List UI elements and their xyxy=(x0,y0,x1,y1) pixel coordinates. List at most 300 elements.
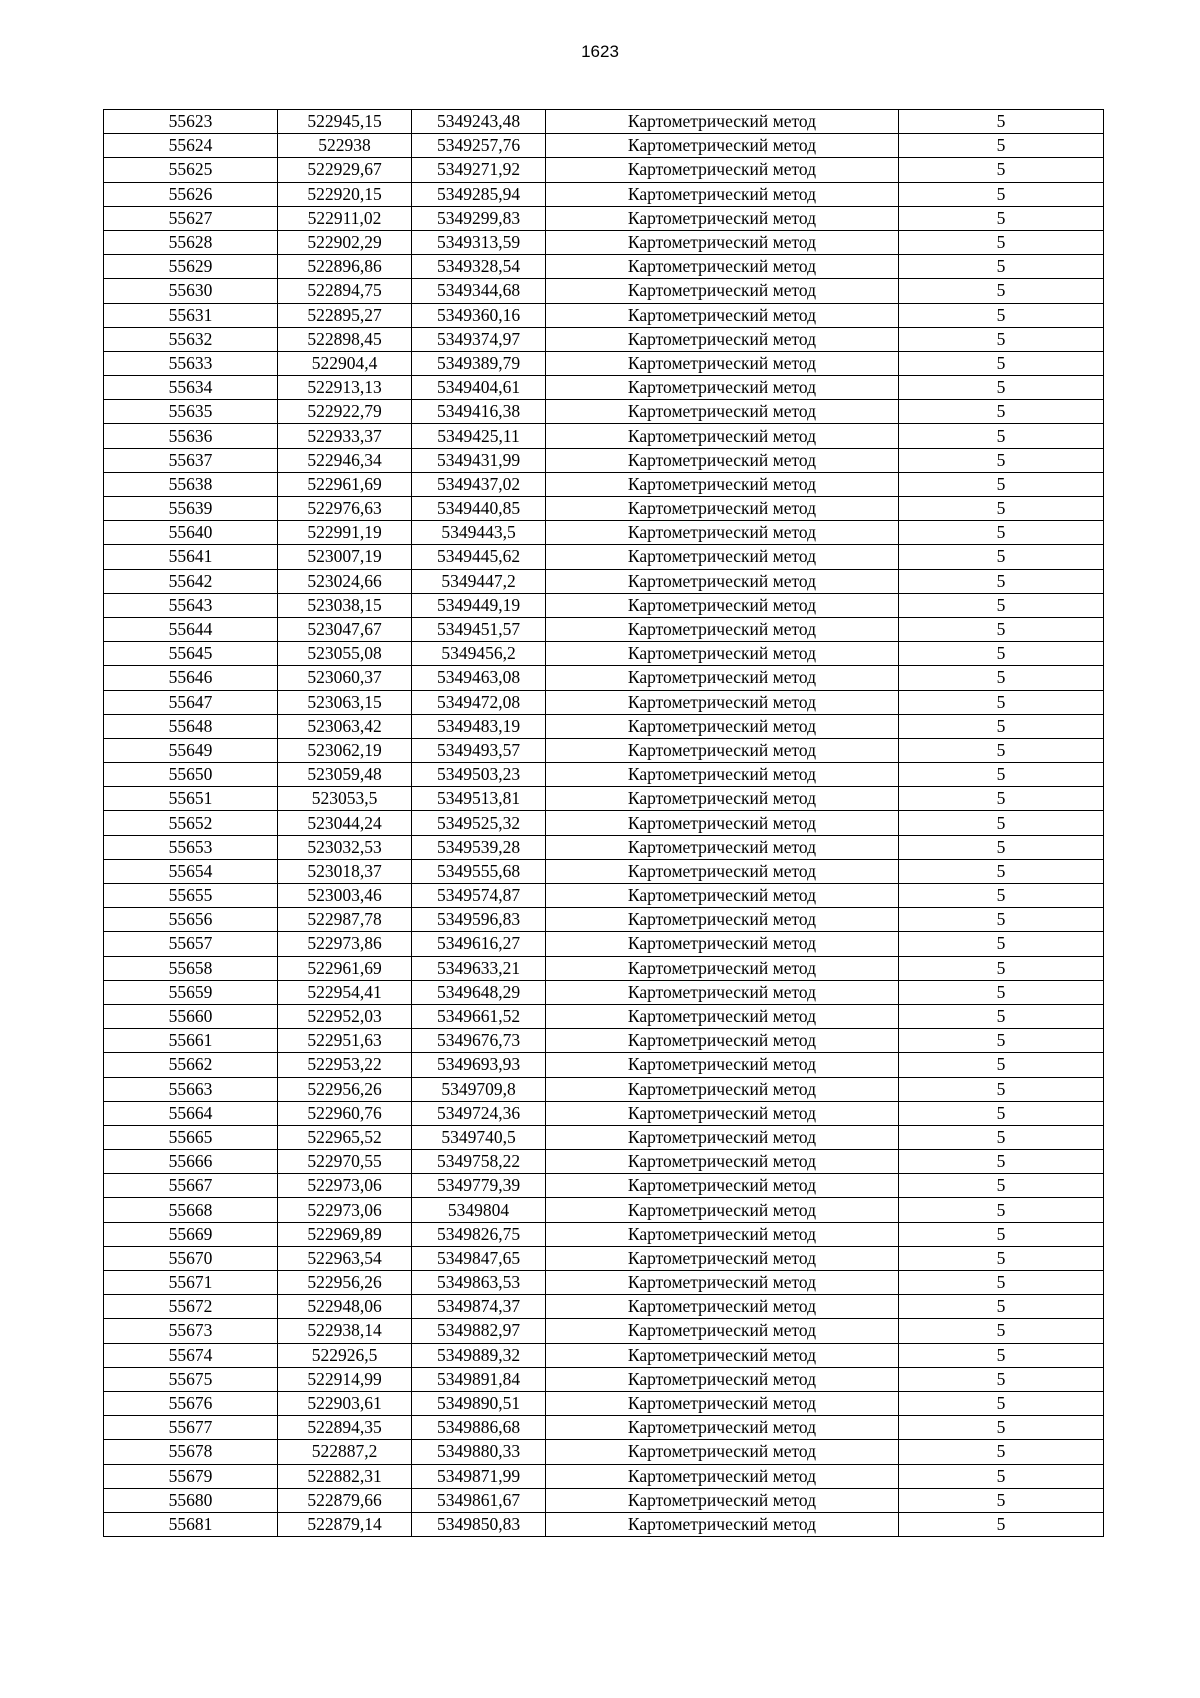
y-coordinate-cell: 5349740,5 xyxy=(412,1125,546,1149)
method-cell: Картометрический метод xyxy=(546,617,899,641)
accuracy-cell: 5 xyxy=(899,1391,1104,1415)
x-coordinate-cell: 522952,03 xyxy=(278,1004,412,1028)
point-number-cell: 55660 xyxy=(104,1004,278,1028)
table-row xyxy=(104,303,1104,327)
point-number-cell: 55666 xyxy=(104,1150,278,1174)
accuracy-cell: 5 xyxy=(899,811,1104,835)
table-row xyxy=(104,497,1104,521)
y-coordinate-cell: 5349271,92 xyxy=(412,158,546,182)
accuracy-cell: 5 xyxy=(899,1101,1104,1125)
accuracy-cell: 5 xyxy=(899,859,1104,883)
accuracy-cell: 5 xyxy=(899,134,1104,158)
point-number-cell: 55678 xyxy=(104,1440,278,1464)
point-number-cell: 55664 xyxy=(104,1101,278,1125)
y-coordinate-cell: 5349344,68 xyxy=(412,279,546,303)
point-number-cell: 55637 xyxy=(104,448,278,472)
method-cell: Картометрический метод xyxy=(546,1150,899,1174)
table-row xyxy=(104,1295,1104,1319)
coordinates-table xyxy=(103,109,1104,1537)
x-coordinate-cell: 522961,69 xyxy=(278,956,412,980)
table-row xyxy=(104,1150,1104,1174)
point-number-cell: 55661 xyxy=(104,1029,278,1053)
accuracy-cell: 5 xyxy=(899,763,1104,787)
table-row xyxy=(104,1029,1104,1053)
method-cell: Картометрический метод xyxy=(546,787,899,811)
y-coordinate-cell: 5349360,16 xyxy=(412,303,546,327)
y-coordinate-cell: 5349285,94 xyxy=(412,182,546,206)
point-number-cell: 55645 xyxy=(104,642,278,666)
method-cell: Картометрический метод xyxy=(546,327,899,351)
method-cell: Картометрический метод xyxy=(546,1343,899,1367)
accuracy-cell: 5 xyxy=(899,932,1104,956)
table-row xyxy=(104,158,1104,182)
method-cell: Картометрический метод xyxy=(546,666,899,690)
table-row xyxy=(104,811,1104,835)
point-number-cell: 55635 xyxy=(104,400,278,424)
x-coordinate-cell: 522961,69 xyxy=(278,472,412,496)
y-coordinate-cell: 5349404,61 xyxy=(412,376,546,400)
method-cell: Картометрический метод xyxy=(546,497,899,521)
point-number-cell: 55676 xyxy=(104,1391,278,1415)
accuracy-cell: 5 xyxy=(899,1222,1104,1246)
table-row xyxy=(104,690,1104,714)
x-coordinate-cell: 522895,27 xyxy=(278,303,412,327)
point-number-cell: 55639 xyxy=(104,497,278,521)
y-coordinate-cell: 5349779,39 xyxy=(412,1174,546,1198)
method-cell: Картометрический метод xyxy=(546,376,899,400)
x-coordinate-cell: 522938 xyxy=(278,134,412,158)
x-coordinate-cell: 522933,37 xyxy=(278,424,412,448)
x-coordinate-cell: 522902,29 xyxy=(278,230,412,254)
point-number-cell: 55649 xyxy=(104,738,278,762)
table-row xyxy=(104,230,1104,254)
y-coordinate-cell: 5349443,5 xyxy=(412,521,546,545)
accuracy-cell: 5 xyxy=(899,424,1104,448)
method-cell: Картометрический метод xyxy=(546,569,899,593)
accuracy-cell: 5 xyxy=(899,206,1104,230)
point-number-cell: 55675 xyxy=(104,1367,278,1391)
method-cell: Картометрический метод xyxy=(546,859,899,883)
table-row xyxy=(104,617,1104,641)
method-cell: Картометрический метод xyxy=(546,1295,899,1319)
y-coordinate-cell: 5349861,67 xyxy=(412,1488,546,1512)
accuracy-cell: 5 xyxy=(899,884,1104,908)
y-coordinate-cell: 5349525,32 xyxy=(412,811,546,835)
table-row xyxy=(104,279,1104,303)
table-row xyxy=(104,1174,1104,1198)
point-number-cell: 55680 xyxy=(104,1488,278,1512)
x-coordinate-cell: 522973,06 xyxy=(278,1198,412,1222)
table-row xyxy=(104,1488,1104,1512)
method-cell: Картометрический метод xyxy=(546,303,899,327)
accuracy-cell: 5 xyxy=(899,1464,1104,1488)
y-coordinate-cell: 5349724,36 xyxy=(412,1101,546,1125)
method-cell: Картометрический метод xyxy=(546,1198,899,1222)
x-coordinate-cell: 522914,99 xyxy=(278,1367,412,1391)
table-row xyxy=(104,714,1104,738)
table-row xyxy=(104,1101,1104,1125)
accuracy-cell: 5 xyxy=(899,1004,1104,1028)
accuracy-cell: 5 xyxy=(899,1343,1104,1367)
method-cell: Картометрический метод xyxy=(546,1488,899,1512)
y-coordinate-cell: 5349472,08 xyxy=(412,690,546,714)
x-coordinate-cell: 523059,48 xyxy=(278,763,412,787)
table-row xyxy=(104,884,1104,908)
x-coordinate-cell: 522970,55 xyxy=(278,1150,412,1174)
table-row xyxy=(104,400,1104,424)
accuracy-cell: 5 xyxy=(899,666,1104,690)
accuracy-cell: 5 xyxy=(899,400,1104,424)
method-cell: Картометрический метод xyxy=(546,884,899,908)
point-number-cell: 55681 xyxy=(104,1512,278,1536)
method-cell: Картометрический метод xyxy=(546,1440,899,1464)
x-coordinate-cell: 522938,14 xyxy=(278,1319,412,1343)
point-number-cell: 55628 xyxy=(104,230,278,254)
accuracy-cell: 5 xyxy=(899,1271,1104,1295)
y-coordinate-cell: 5349313,59 xyxy=(412,230,546,254)
accuracy-cell: 5 xyxy=(899,690,1104,714)
method-cell: Картометрический метод xyxy=(546,206,899,230)
point-number-cell: 55657 xyxy=(104,932,278,956)
method-cell: Картометрический метод xyxy=(546,158,899,182)
point-number-cell: 55643 xyxy=(104,593,278,617)
point-number-cell: 55624 xyxy=(104,134,278,158)
accuracy-cell: 5 xyxy=(899,787,1104,811)
y-coordinate-cell: 5349449,19 xyxy=(412,593,546,617)
y-coordinate-cell: 5349513,81 xyxy=(412,787,546,811)
x-coordinate-cell: 522963,54 xyxy=(278,1246,412,1270)
table-row xyxy=(104,593,1104,617)
y-coordinate-cell: 5349493,57 xyxy=(412,738,546,762)
method-cell: Картометрический метод xyxy=(546,1512,899,1536)
y-coordinate-cell: 5349804 xyxy=(412,1198,546,1222)
method-cell: Картометрический метод xyxy=(546,956,899,980)
table-row xyxy=(104,1125,1104,1149)
x-coordinate-cell: 522956,26 xyxy=(278,1271,412,1295)
y-coordinate-cell: 5349874,37 xyxy=(412,1295,546,1319)
point-number-cell: 55673 xyxy=(104,1319,278,1343)
accuracy-cell: 5 xyxy=(899,1150,1104,1174)
y-coordinate-cell: 5349299,83 xyxy=(412,206,546,230)
x-coordinate-cell: 522976,63 xyxy=(278,497,412,521)
accuracy-cell: 5 xyxy=(899,980,1104,1004)
y-coordinate-cell: 5349425,11 xyxy=(412,424,546,448)
x-coordinate-cell: 523055,08 xyxy=(278,642,412,666)
y-coordinate-cell: 5349880,33 xyxy=(412,1440,546,1464)
table-row xyxy=(104,1512,1104,1536)
x-coordinate-cell: 522898,45 xyxy=(278,327,412,351)
x-coordinate-cell: 522887,2 xyxy=(278,1440,412,1464)
y-coordinate-cell: 5349863,53 xyxy=(412,1271,546,1295)
accuracy-cell: 5 xyxy=(899,738,1104,762)
y-coordinate-cell: 5349503,23 xyxy=(412,763,546,787)
method-cell: Картометрический метод xyxy=(546,1391,899,1415)
x-coordinate-cell: 522879,66 xyxy=(278,1488,412,1512)
x-coordinate-cell: 522953,22 xyxy=(278,1053,412,1077)
x-coordinate-cell: 522922,79 xyxy=(278,400,412,424)
y-coordinate-cell: 5349447,2 xyxy=(412,569,546,593)
accuracy-cell: 5 xyxy=(899,1367,1104,1391)
accuracy-cell: 5 xyxy=(899,1512,1104,1536)
y-coordinate-cell: 5349648,29 xyxy=(412,980,546,1004)
table-row xyxy=(104,1319,1104,1343)
method-cell: Картометрический метод xyxy=(546,1464,899,1488)
accuracy-cell: 5 xyxy=(899,1295,1104,1319)
point-number-cell: 55638 xyxy=(104,472,278,496)
x-coordinate-cell: 522951,63 xyxy=(278,1029,412,1053)
accuracy-cell: 5 xyxy=(899,327,1104,351)
accuracy-cell: 5 xyxy=(899,1029,1104,1053)
y-coordinate-cell: 5349758,22 xyxy=(412,1150,546,1174)
y-coordinate-cell: 5349374,97 xyxy=(412,327,546,351)
method-cell: Картометрический метод xyxy=(546,1222,899,1246)
x-coordinate-cell: 522973,86 xyxy=(278,932,412,956)
table-row xyxy=(104,1198,1104,1222)
table-row xyxy=(104,448,1104,472)
x-coordinate-cell: 522896,86 xyxy=(278,255,412,279)
y-coordinate-cell: 5349574,87 xyxy=(412,884,546,908)
table-row xyxy=(104,206,1104,230)
accuracy-cell: 5 xyxy=(899,158,1104,182)
table-row xyxy=(104,1053,1104,1077)
table-row xyxy=(104,1222,1104,1246)
x-coordinate-cell: 523003,46 xyxy=(278,884,412,908)
y-coordinate-cell: 5349709,8 xyxy=(412,1077,546,1101)
table-row xyxy=(104,956,1104,980)
y-coordinate-cell: 5349616,27 xyxy=(412,932,546,956)
method-cell: Картометрический метод xyxy=(546,690,899,714)
method-cell: Картометрический метод xyxy=(546,110,899,134)
method-cell: Картометрический метод xyxy=(546,545,899,569)
y-coordinate-cell: 5349871,99 xyxy=(412,1464,546,1488)
accuracy-cell: 5 xyxy=(899,448,1104,472)
y-coordinate-cell: 5349431,99 xyxy=(412,448,546,472)
method-cell: Картометрический метод xyxy=(546,763,899,787)
x-coordinate-cell: 522973,06 xyxy=(278,1174,412,1198)
method-cell: Картометрический метод xyxy=(546,400,899,424)
table-row xyxy=(104,1077,1104,1101)
accuracy-cell: 5 xyxy=(899,1416,1104,1440)
method-cell: Картометрический метод xyxy=(546,134,899,158)
accuracy-cell: 5 xyxy=(899,279,1104,303)
x-coordinate-cell: 523063,42 xyxy=(278,714,412,738)
point-number-cell: 55623 xyxy=(104,110,278,134)
accuracy-cell: 5 xyxy=(899,351,1104,375)
coordinates-table-body xyxy=(104,110,1104,1537)
accuracy-cell: 5 xyxy=(899,908,1104,932)
table-row xyxy=(104,908,1104,932)
table-row xyxy=(104,1343,1104,1367)
y-coordinate-cell: 5349555,68 xyxy=(412,859,546,883)
method-cell: Картометрический метод xyxy=(546,1246,899,1270)
x-coordinate-cell: 522945,15 xyxy=(278,110,412,134)
method-cell: Картометрический метод xyxy=(546,230,899,254)
accuracy-cell: 5 xyxy=(899,472,1104,496)
method-cell: Картометрический метод xyxy=(546,182,899,206)
y-coordinate-cell: 5349886,68 xyxy=(412,1416,546,1440)
table-row xyxy=(104,666,1104,690)
point-number-cell: 55646 xyxy=(104,666,278,690)
table-row xyxy=(104,569,1104,593)
point-number-cell: 55651 xyxy=(104,787,278,811)
y-coordinate-cell: 5349826,75 xyxy=(412,1222,546,1246)
point-number-cell: 55656 xyxy=(104,908,278,932)
accuracy-cell: 5 xyxy=(899,1198,1104,1222)
method-cell: Картометрический метод xyxy=(546,932,899,956)
method-cell: Картометрический метод xyxy=(546,593,899,617)
method-cell: Картометрический метод xyxy=(546,811,899,835)
point-number-cell: 55658 xyxy=(104,956,278,980)
accuracy-cell: 5 xyxy=(899,1053,1104,1077)
accuracy-cell: 5 xyxy=(899,1319,1104,1343)
x-coordinate-cell: 523032,53 xyxy=(278,835,412,859)
table-row xyxy=(104,327,1104,351)
x-coordinate-cell: 522911,02 xyxy=(278,206,412,230)
table-row xyxy=(104,1416,1104,1440)
y-coordinate-cell: 5349633,21 xyxy=(412,956,546,980)
x-coordinate-cell: 523062,19 xyxy=(278,738,412,762)
point-number-cell: 55648 xyxy=(104,714,278,738)
accuracy-cell: 5 xyxy=(899,1174,1104,1198)
method-cell: Картометрический метод xyxy=(546,1053,899,1077)
method-cell: Картометрический метод xyxy=(546,1004,899,1028)
point-number-cell: 55663 xyxy=(104,1077,278,1101)
point-number-cell: 55679 xyxy=(104,1464,278,1488)
method-cell: Картометрический метод xyxy=(546,1101,899,1125)
point-number-cell: 55677 xyxy=(104,1416,278,1440)
y-coordinate-cell: 5349890,51 xyxy=(412,1391,546,1415)
point-number-cell: 55652 xyxy=(104,811,278,835)
x-coordinate-cell: 523038,15 xyxy=(278,593,412,617)
point-number-cell: 55633 xyxy=(104,351,278,375)
x-coordinate-cell: 522965,52 xyxy=(278,1125,412,1149)
accuracy-cell: 5 xyxy=(899,1077,1104,1101)
table-row xyxy=(104,472,1104,496)
accuracy-cell: 5 xyxy=(899,1246,1104,1270)
accuracy-cell: 5 xyxy=(899,521,1104,545)
table-row xyxy=(104,376,1104,400)
y-coordinate-cell: 5349596,83 xyxy=(412,908,546,932)
point-number-cell: 55630 xyxy=(104,279,278,303)
x-coordinate-cell: 523053,5 xyxy=(278,787,412,811)
method-cell: Картометрический метод xyxy=(546,738,899,762)
table-row xyxy=(104,110,1104,134)
method-cell: Картометрический метод xyxy=(546,448,899,472)
x-coordinate-cell: 523024,66 xyxy=(278,569,412,593)
point-number-cell: 55632 xyxy=(104,327,278,351)
accuracy-cell: 5 xyxy=(899,593,1104,617)
point-number-cell: 55634 xyxy=(104,376,278,400)
point-number-cell: 55642 xyxy=(104,569,278,593)
table-row xyxy=(104,980,1104,1004)
accuracy-cell: 5 xyxy=(899,230,1104,254)
table-row xyxy=(104,835,1104,859)
table-row xyxy=(104,859,1104,883)
method-cell: Картометрический метод xyxy=(546,472,899,496)
method-cell: Картометрический метод xyxy=(546,1077,899,1101)
y-coordinate-cell: 5349437,02 xyxy=(412,472,546,496)
table-row xyxy=(104,182,1104,206)
page-number: 1623 xyxy=(581,42,619,61)
table-row xyxy=(104,932,1104,956)
y-coordinate-cell: 5349850,83 xyxy=(412,1512,546,1536)
accuracy-cell: 5 xyxy=(899,835,1104,859)
method-cell: Картометрический метод xyxy=(546,424,899,448)
y-coordinate-cell: 5349483,19 xyxy=(412,714,546,738)
point-number-cell: 55625 xyxy=(104,158,278,182)
x-coordinate-cell: 523044,24 xyxy=(278,811,412,835)
y-coordinate-cell: 5349445,62 xyxy=(412,545,546,569)
table-row xyxy=(104,787,1104,811)
table-row xyxy=(104,545,1104,569)
point-number-cell: 55659 xyxy=(104,980,278,1004)
accuracy-cell: 5 xyxy=(899,376,1104,400)
method-cell: Картометрический метод xyxy=(546,642,899,666)
point-number-cell: 55640 xyxy=(104,521,278,545)
point-number-cell: 55647 xyxy=(104,690,278,714)
accuracy-cell: 5 xyxy=(899,714,1104,738)
x-coordinate-cell: 522991,19 xyxy=(278,521,412,545)
method-cell: Картометрический метод xyxy=(546,1029,899,1053)
accuracy-cell: 5 xyxy=(899,255,1104,279)
x-coordinate-cell: 522960,76 xyxy=(278,1101,412,1125)
y-coordinate-cell: 5349416,38 xyxy=(412,400,546,424)
y-coordinate-cell: 5349889,32 xyxy=(412,1343,546,1367)
accuracy-cell: 5 xyxy=(899,569,1104,593)
y-coordinate-cell: 5349451,57 xyxy=(412,617,546,641)
table-row xyxy=(104,1246,1104,1270)
point-number-cell: 55644 xyxy=(104,617,278,641)
point-number-cell: 55671 xyxy=(104,1271,278,1295)
accuracy-cell: 5 xyxy=(899,956,1104,980)
method-cell: Картометрический метод xyxy=(546,1367,899,1391)
point-number-cell: 55662 xyxy=(104,1053,278,1077)
table-row xyxy=(104,1440,1104,1464)
method-cell: Картометрический метод xyxy=(546,255,899,279)
table-row xyxy=(104,521,1104,545)
x-coordinate-cell: 523047,67 xyxy=(278,617,412,641)
y-coordinate-cell: 5349661,52 xyxy=(412,1004,546,1028)
x-coordinate-cell: 523063,15 xyxy=(278,690,412,714)
x-coordinate-cell: 523060,37 xyxy=(278,666,412,690)
method-cell: Картометрический метод xyxy=(546,714,899,738)
x-coordinate-cell: 522987,78 xyxy=(278,908,412,932)
point-number-cell: 55636 xyxy=(104,424,278,448)
point-number-cell: 55629 xyxy=(104,255,278,279)
point-number-cell: 55626 xyxy=(104,182,278,206)
table-row xyxy=(104,763,1104,787)
point-number-cell: 55641 xyxy=(104,545,278,569)
x-coordinate-cell: 522894,35 xyxy=(278,1416,412,1440)
accuracy-cell: 5 xyxy=(899,545,1104,569)
method-cell: Картометрический метод xyxy=(546,521,899,545)
y-coordinate-cell: 5349847,65 xyxy=(412,1246,546,1270)
point-number-cell: 55627 xyxy=(104,206,278,230)
point-number-cell: 55631 xyxy=(104,303,278,327)
accuracy-cell: 5 xyxy=(899,110,1104,134)
point-number-cell: 55654 xyxy=(104,859,278,883)
point-number-cell: 55665 xyxy=(104,1125,278,1149)
point-number-cell: 55668 xyxy=(104,1198,278,1222)
point-number-cell: 55655 xyxy=(104,884,278,908)
table-row xyxy=(104,1391,1104,1415)
table-row xyxy=(104,1271,1104,1295)
table-row xyxy=(104,1004,1104,1028)
table-row xyxy=(104,1367,1104,1391)
point-number-cell: 55667 xyxy=(104,1174,278,1198)
table-row xyxy=(104,738,1104,762)
table-row xyxy=(104,424,1104,448)
